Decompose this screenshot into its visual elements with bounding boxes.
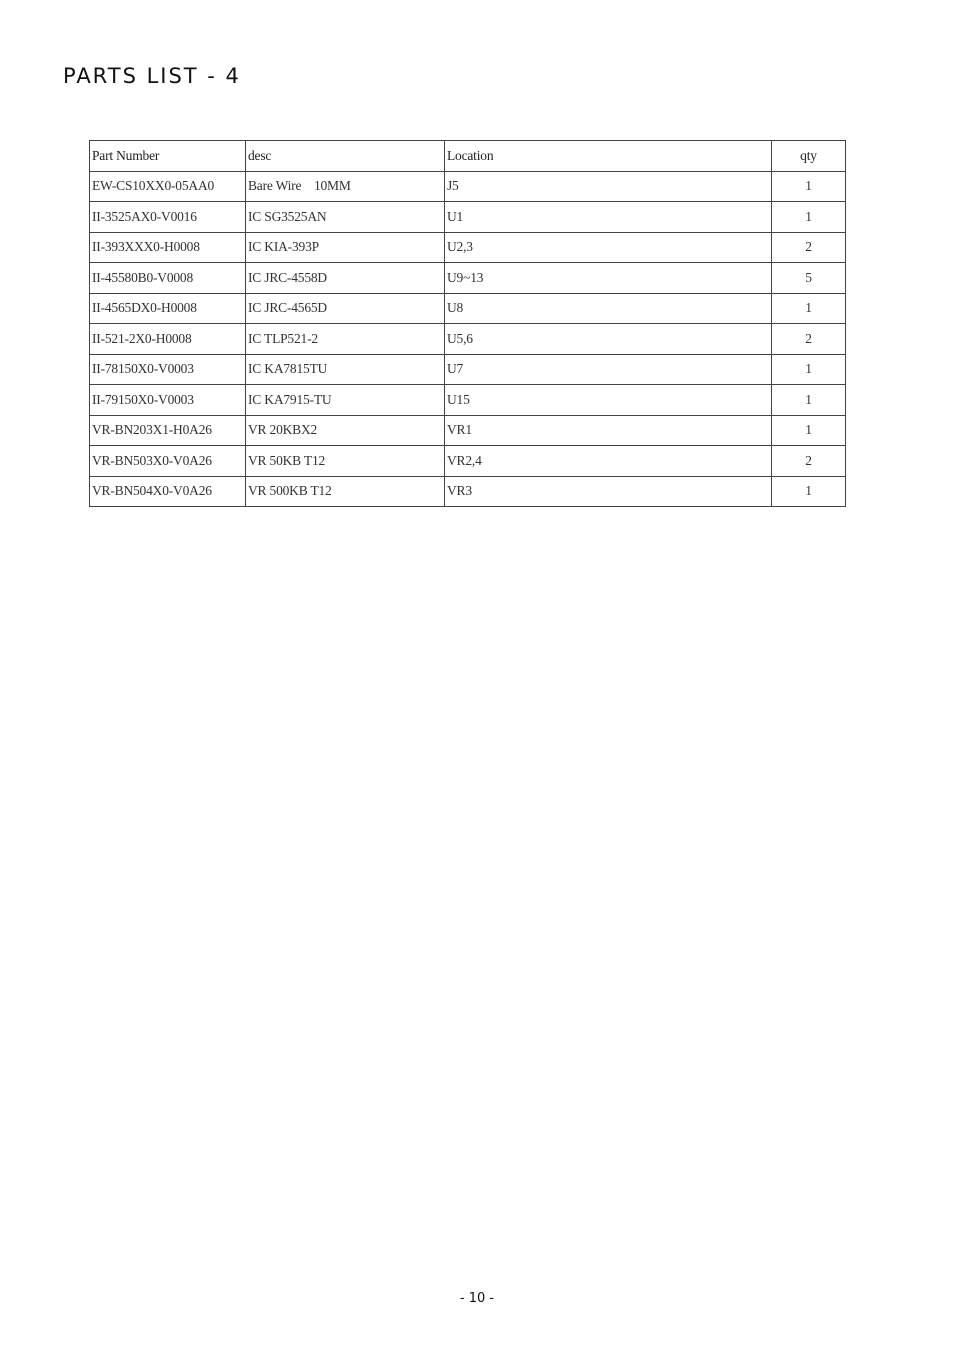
table-row (90, 446, 846, 477)
cell-desc: IC SG3525AN (246, 202, 445, 233)
cell-location: J5 (445, 171, 772, 202)
parts-table-body (90, 171, 846, 507)
cell-qty: 2 (772, 446, 846, 477)
column-header-desc: desc (246, 141, 445, 172)
cell-qty: 1 (772, 171, 846, 202)
cell-qty: 2 (772, 324, 846, 355)
cell-desc: IC KIA-393P (246, 232, 445, 263)
cell-location: U8 (445, 293, 772, 324)
table-row (90, 415, 846, 446)
table-row (90, 263, 846, 294)
cell-qty: 1 (772, 293, 846, 324)
cell-location: U2,3 (445, 232, 772, 263)
table-row (90, 324, 846, 355)
cell-location: U15 (445, 385, 772, 416)
cell-qty: 2 (772, 232, 846, 263)
cell-location: U9~13 (445, 263, 772, 294)
cell-part-number: VR-BN203X1-H0A26 (90, 415, 246, 446)
cell-part-number: II-78150X0-V0003 (90, 354, 246, 385)
cell-qty: 5 (772, 263, 846, 294)
parts-table (89, 140, 846, 507)
cell-desc: VR 50KB T12 (246, 446, 445, 477)
cell-location: U5,6 (445, 324, 772, 355)
column-header-part-number: Part Number (90, 141, 246, 172)
table-row (90, 354, 846, 385)
column-header-location: Location (445, 141, 772, 172)
cell-part-number: VR-BN504X0-V0A26 (90, 476, 246, 507)
page-number: - 10 - (459, 1291, 495, 1306)
cell-part-number: II-79150X0-V0003 (90, 385, 246, 416)
cell-qty: 1 (772, 385, 846, 416)
cell-qty: 1 (772, 354, 846, 385)
cell-desc: IC JRC-4565D (246, 293, 445, 324)
cell-part-number: VR-BN503X0-V0A26 (90, 446, 246, 477)
table-row (90, 202, 846, 233)
table-row (90, 476, 846, 507)
cell-desc: VR 20KBX2 (246, 415, 445, 446)
cell-part-number: II-3525AX0-V0016 (90, 202, 246, 233)
cell-part-number: II-4565DX0-H0008 (90, 293, 246, 324)
cell-location: U1 (445, 202, 772, 233)
table-header-row (90, 141, 846, 172)
cell-desc: Bare Wire 10MM (246, 171, 445, 202)
cell-location: U7 (445, 354, 772, 385)
cell-desc: IC KA7915-TU (246, 385, 445, 416)
cell-desc: VR 500KB T12 (246, 476, 445, 507)
cell-location: VR3 (445, 476, 772, 507)
table-row (90, 385, 846, 416)
cell-qty: 1 (772, 476, 846, 507)
table-row (90, 232, 846, 263)
cell-desc: IC KA7815TU (246, 354, 445, 385)
cell-part-number: II-45580B0-V0008 (90, 263, 246, 294)
cell-desc: IC TLP521-2 (246, 324, 445, 355)
cell-part-number: II-393XXX0-H0008 (90, 232, 246, 263)
cell-part-number: EW-CS10XX0-05AA0 (90, 171, 246, 202)
cell-qty: 1 (772, 202, 846, 233)
cell-part-number: II-521-2X0-H0008 (90, 324, 246, 355)
table-row (90, 171, 846, 202)
cell-desc: IC JRC-4558D (246, 263, 445, 294)
cell-location: VR2,4 (445, 446, 772, 477)
column-header-qty: qty (772, 141, 846, 172)
cell-qty: 1 (772, 415, 846, 446)
cell-location: VR1 (445, 415, 772, 446)
page-title: PARTS LIST - 4 (63, 64, 241, 88)
table-row (90, 293, 846, 324)
